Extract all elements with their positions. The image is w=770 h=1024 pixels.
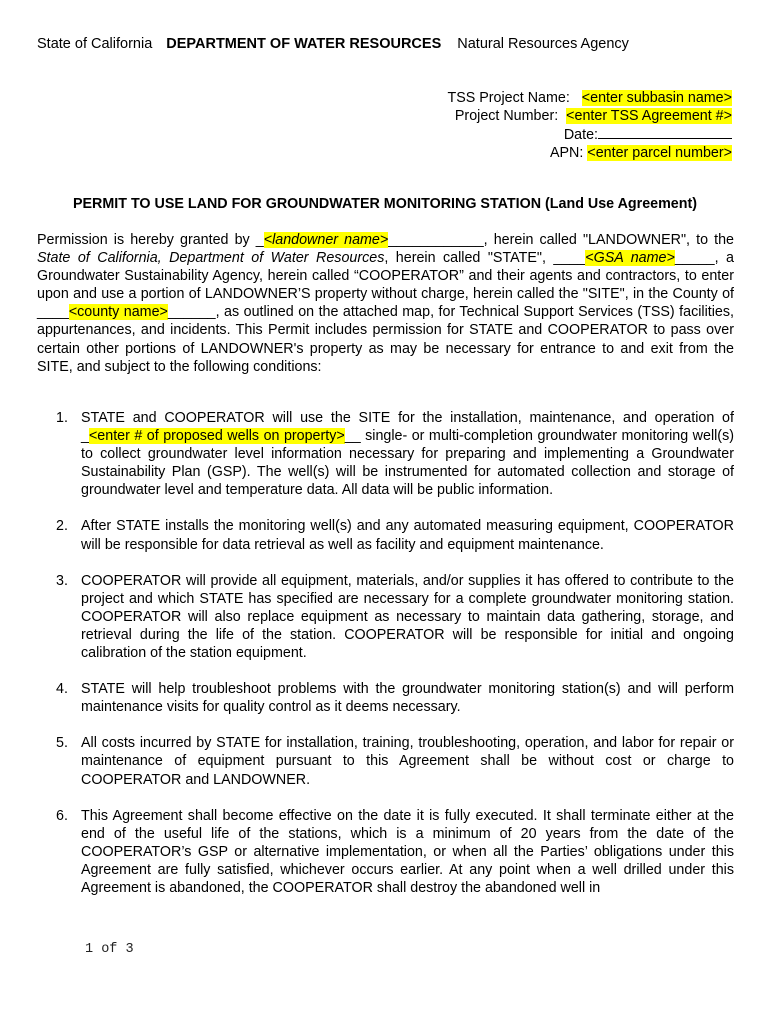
- project-number-label: Project Number:: [454, 108, 559, 124]
- project-name-label: TSS Project Name:: [447, 90, 570, 106]
- apn-field[interactable]: <enter parcel number>: [587, 145, 732, 161]
- project-info-block: [447, 89, 732, 162]
- intro-text-2: ____________, herein called "LANDOWNER", to the: [388, 232, 734, 248]
- page-number: 1 of 3: [85, 942, 134, 957]
- list-item: [37, 517, 734, 553]
- project-name-line: [447, 89, 732, 107]
- gsa-name-field[interactable]: <GSA name>: [585, 250, 675, 267]
- intro-text-1: Permission is hereby granted by _: [37, 232, 264, 248]
- intro-text-5: ______, as outlined on the attached map, for Technical Support Services (TSS) facilities, appurtenances, and incidents. This Permit includes permission for STATE and COOPERATOR to pass over certain other portions of LANDOWNER's property as may be necessary for entrance to and exit from the SITE, and subject to the following conditions:: [37, 304, 734, 375]
- item-number: 3.: [56, 572, 68, 589]
- document-title: PERMIT TO USE LAND FOR GROUNDWATER MONITORING STATION (Land Use Agreement): [72, 196, 698, 212]
- item-text: STATE will help troubleshoot problems with the groundwater monitoring station(s) and will perform maintenance visits for quality control as it deems necessary.: [81, 681, 734, 716]
- conditions-list: [37, 409, 734, 897]
- project-number-field[interactable]: <enter TSS Agreement #>: [566, 108, 732, 124]
- header-state: State of California: [37, 36, 153, 52]
- item-text: COOPERATOR will provide all equipment, materials, and/or supplies it has offered to contribute to the project and which STATE has specified are necessary for a complete groundwater monitoring station. COOPERATOR will also replace equipment as necessary to maintain data gathering, storage, and retrieval during the life of the station. COOPERATOR will be responsible for initial and ongoing calibration of the station equipment.: [81, 572, 734, 662]
- intro-paragraph: [37, 231, 734, 376]
- landowner-name-field[interactable]: <landowner name>: [263, 232, 389, 248]
- item-number: 6.: [56, 807, 68, 824]
- date-line: [447, 125, 732, 144]
- item-number: 1.: [56, 410, 68, 426]
- project-name-field[interactable]: <enter subbasin name>: [581, 90, 732, 106]
- item-text: After STATE installs the monitoring well(s) and any automated measuring equipment, COOPERATOR will be responsible for data retrieval as well as facility and equipment maintenance.: [81, 518, 734, 553]
- item-text: All costs incurred by STATE for installation, training, troubleshooting, operation, and labor for repair or maintenance of equipment pursuant to this Agreement shall be without cost or charge to COOPERATOR and LANDOWNER.: [81, 735, 734, 788]
- project-number-line: [447, 107, 732, 125]
- intro-state-name: State of California, Department of Water Resources: [37, 250, 385, 267]
- list-item: [37, 680, 734, 716]
- header-department: DEPARTMENT OF WATER RESOURCES: [166, 36, 442, 52]
- list-item: [37, 734, 734, 788]
- letterhead: [37, 36, 629, 52]
- county-name-field[interactable]: <county name>: [68, 304, 168, 321]
- item-text: This Agreement shall become effective on the date it is fully executed. It shall terminate either at the end of the useful life of the stations, which is a minimum of 20 years from the date of the COOPERATOR’s GSP or alternative implementation, or when all the Parties’ obligations under this Agreement are fully satisfied, whichever occurs earlier. At any point when a well drilled under this Agreement is abandoned, the COOPERATOR shall destroy the abandoned well in: [81, 807, 734, 896]
- date-label: Date:: [563, 127, 598, 143]
- intro-text-4: _____, a Groundwater Sustainability Agency, herein called “COOPERATOR” and their agents and contractors, to enter upon and use a portion of LANDOWNER’S property without charge, herein called the "SITE", in the County of ____: [37, 250, 734, 321]
- apn-line: [447, 144, 732, 162]
- intro-text-3: , herein called "STATE", ____: [384, 250, 586, 267]
- item-text: STATE and COOPERATOR will use the SITE for the installation, maintenance, and operation of _: [81, 410, 734, 445]
- list-item: [37, 572, 734, 662]
- list-item: [37, 807, 734, 897]
- header-agency: Natural Resources Agency: [457, 36, 629, 52]
- item-number: 2.: [56, 518, 68, 535]
- wells-count-field[interactable]: <enter # of proposed wells on property>: [88, 428, 345, 445]
- item-text: __ single- or multi-completion groundwater monitoring well(s) to collect groundwater level information necessary for preparing and implementing a Groundwater Sustainability Plan (GSP). The well(s) will be instrumented for automated collection and storage of groundwater level and temperature data. All data will be public information.: [81, 428, 734, 499]
- apn-label: APN:: [549, 145, 584, 161]
- list-item: [37, 409, 734, 499]
- item-number: 5.: [56, 735, 68, 752]
- item-number: 4.: [56, 681, 68, 698]
- date-field[interactable]: [598, 125, 732, 139]
